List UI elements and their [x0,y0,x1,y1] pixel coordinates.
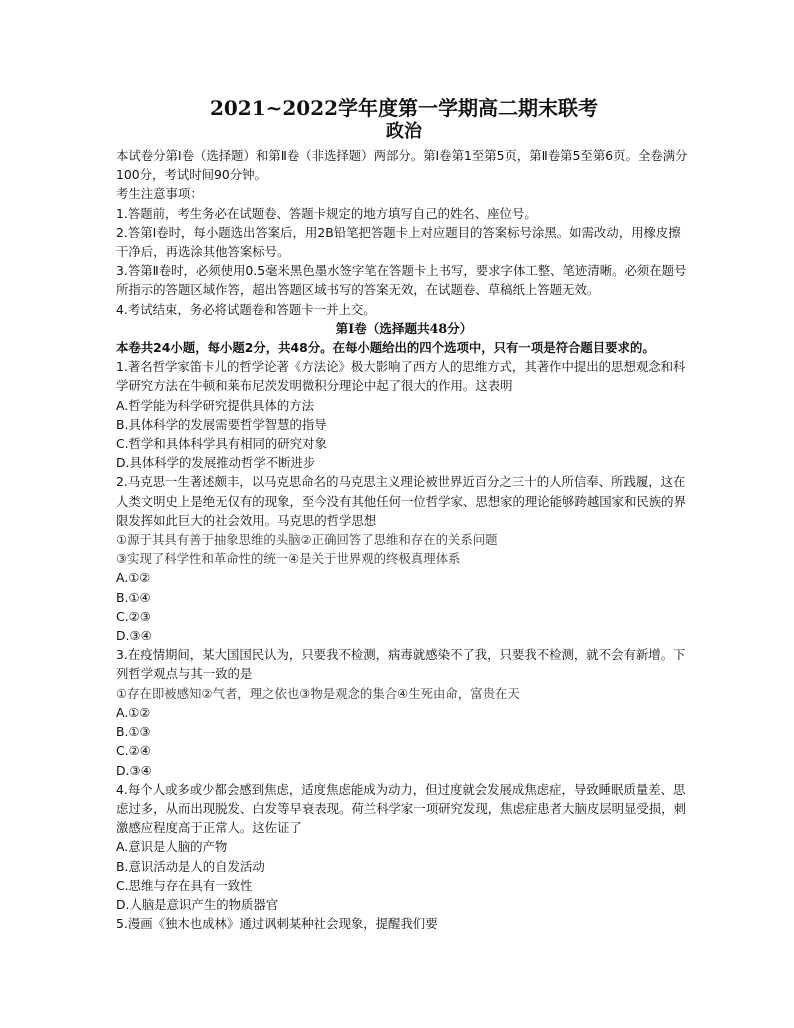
option-a: A.意识是人脑的产物 [116,839,228,855]
option-a: A.①② [116,570,151,586]
question-stem: 1.著名哲学家笛卡儿的哲学论著《方法论》极大影响了西方人的思维方式，其著作中提出的思想观念和科学研究方法在牛顿和莱布尼茨发明微积分理论中起了很大的作用。这表明 [116,359,686,394]
question-2 [116,472,692,645]
option-c: C.哲学和具体科学具有相同的研究对象 [116,436,327,452]
question-statements: ①源于其具有善于抽象思维的头脑②正确回答了思维和存在的关系问题 [116,532,498,548]
question-stem: 4.每个人或多或少都会感到焦虑，适度焦虑能成为动力，但过度就会发展成焦虑症，导致睡眠质量差、思虑过多，从而出现脱发、白发等早衰表现。荷兰科学家一项研究发现，焦虑症患者大脑皮层明显受损，刺激感应程度高于正常人。这佐证了 [116,781,686,836]
option-d: D.③④ [116,628,152,644]
option-b: B.意识活动是人的自发活动 [116,858,265,874]
question-4 [116,780,692,914]
option-b: B.具体科学的发展需要哲学智慧的指导 [116,416,327,432]
question-1 [116,357,692,472]
notice-item: 2.答第Ⅰ卷时，每小题选出答案后，用2B铅笔把答题卡上对应题目的答案标号涂黑。如需改动，用橡皮擦干净后，再选涂其他答案标号。 [116,224,681,260]
question-3 [116,645,692,779]
question-5 [116,914,692,933]
option-d: D.人脑是意识产生的物质器官 [116,896,279,912]
notice-title: 考生注意事项： [116,186,203,202]
notice-item: 3.答第Ⅱ卷时，必须使用0.5毫米黑色墨水签字笔在答题卡上书写，要求字体工整、笔迹清晰。必须在题号所指示的答题区域作答，超出答题区域书写的答案无效，在试题卷、草稿纸上答题无效。 [116,263,687,298]
question-stem: 5.漫画《独木也成林》通过讽刺某种社会现象，提醒我们要 [116,916,438,932]
question-stem: 3.在疫情期间，某大国国民认为，只要我不检测，病毒就感染不了我，只要我不检测，就不会有新增。下列哲学观点与其一致的是 [116,647,686,682]
exam-description: 本试卷分第Ⅰ卷（选择题）和第Ⅱ卷（非选择题）两部分。第Ⅰ卷第1至第5页，第Ⅱ卷第5至第6页。全卷满分100分，考试时间90分钟。 [116,148,688,183]
option-c: C.②④ [116,743,151,759]
section-heading: 第Ⅰ卷（选择题共48分） [335,320,473,336]
option-a: A.①② [116,704,151,720]
question-statements: ①存在即被感知②气者，理之依也③物是观念的集合④生死由命，富贵在天 [116,685,520,701]
exam-title: 2021~2022学年度第一学期高二期末联考 [209,96,599,120]
option-b: B.①③ [116,724,151,740]
section-instruction: 本卷共24小题，每小题2分，共48分。在每小题给出的四个选项中，只有一项是符合题目要求的。 [116,340,655,356]
option-a: A.哲学能为科学研究提供具体的方法 [116,397,315,413]
question-statements: ③实现了科学性和革命性的统一④是关于世界观的终极真理体系 [116,551,461,567]
notice-item: 1.答题前，考生务必在试题卷、答题卡规定的地方填写自己的姓名、座位号。 [116,205,537,221]
exam-subject: 政治 [386,121,422,142]
option-d: D.③④ [116,762,152,778]
notice-item: 4.考试结束，务必将试题卷和答题卡一并上交。 [116,301,376,317]
option-b: B.①④ [116,589,151,605]
exam-intro [116,146,692,319]
option-c: C.②③ [116,608,151,624]
option-c: C.思维与存在具有一致性 [116,877,253,893]
option-d: D.具体科学的发展推动哲学不断进步 [116,455,316,471]
question-stem: 2.马克思一生著述颇丰，以马克思命名的马克思主义理论被世界近百分之三十的人所信奉、所践履，这在人类文明史上是绝无仅有的现象，至今没有其他任何一位哲学家、思想家的理论能够跨越国家和民族的界限发挥如此巨大的社会效用。马克思的哲学思想 [116,474,686,528]
